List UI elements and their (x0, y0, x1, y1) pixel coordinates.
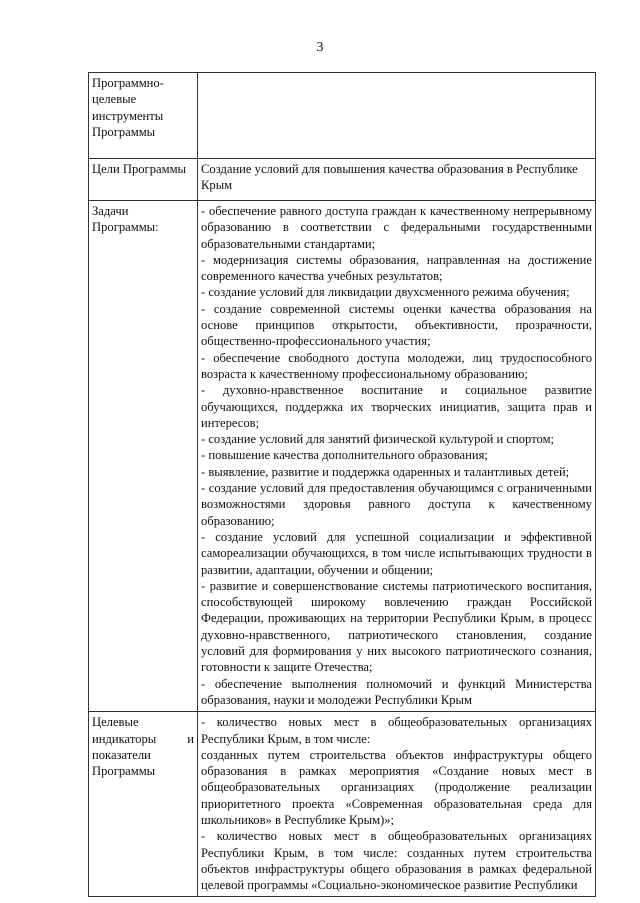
task-item: - создание условий для успешной социализации и эффективной самореализации обучающихся, в том числе испытывающих трудности в развитии, адаптации, обучении и общении; (201, 529, 592, 577)
row-label: Задачи Программы: (89, 201, 198, 712)
task-item: - создание условий для ликвидации двухсменного режима обучения; (201, 285, 570, 300)
table-row (89, 159, 596, 201)
goal-text: Создание условий для повышения качества образования в Республике Крым (201, 162, 578, 193)
program-passport-table (88, 72, 596, 897)
task-item: - обеспечение свободного доступа молодежи, лиц трудоспособного возраста к качественному профессиональному образованию; (201, 350, 592, 381)
task-item: - создание условий для занятий физической культурой и спортом; (201, 432, 555, 447)
indicator-item: - количество новых мест в общеобразовательных организациях Республики Крым, в том числе: (201, 715, 592, 746)
table-row (89, 201, 596, 712)
row-content (198, 73, 596, 159)
task-item: - повышение качества дополнительного образования; (201, 448, 488, 463)
row-content (198, 712, 596, 897)
indicator-item: - количество новых мест в общеобразовательных организациях Республики Крым, в том числе: созданных путем строительства объектов инфраструктуры общего образования в рамках федеральной целевой программы «Социально-экономическое развитие Республики (201, 829, 592, 893)
row-label: Цели Программы (89, 159, 198, 201)
task-item: - духовно-нравственное воспитание и социальное развитие обучающихся, поддержка их творческих инициатив, защита прав и интересов; (201, 383, 592, 430)
row-label: Целевые индикаторы и показатели Программы (89, 712, 198, 897)
table-row (89, 712, 596, 897)
task-item: - создание условий для предоставления обучающимся с ограниченными возможностями здоровья равного доступа к качественному образованию; (201, 481, 592, 528)
page-number: 3 (316, 40, 324, 55)
row-content (198, 201, 596, 712)
task-item: - развитие и совершенствование системы патриотического воспитания, способствующей широкому вовлечению граждан Российской Федерации, проживающих на территории Республики Крым, в процесс духовно-нравственного, патриотического становления, создание условий для формирования у них высокого патриотического сознания, готовности к защите Отечества; (201, 578, 592, 675)
task-item: - обеспечение выполнения полномочий и функций Министерства образования, науки и молодежи Республики Крым (201, 676, 592, 707)
task-item: - выявление, развитие и поддержка одаренных и талантливых детей; (201, 464, 570, 479)
row-content (198, 159, 596, 201)
task-item: - модернизация системы образования, направленная на достижение современного качества учебных результатов; (201, 252, 592, 284)
indicator-item: созданных путем строительства объектов инфраструктуры общего образования в рамках мероприятия «Создание новых мест в общеобразовательных организациях (продолжение реализации приоритетного проекта «Современная образовательная среда для школьников» в Республике Крым)»; (201, 747, 592, 827)
task-item: - обеспечение равного доступа граждан к качественному непрерывному образованию в соответствии с федеральными государственными образовательными стандартами; (201, 204, 592, 251)
row-label: Программно-целевые инструменты Программы (89, 73, 198, 159)
table-row (89, 73, 596, 159)
task-item: - создание современной системы оценки качества образования на основе принципов открытости, объективности, прозрачности, общественно-профессионального участия; (201, 301, 592, 349)
